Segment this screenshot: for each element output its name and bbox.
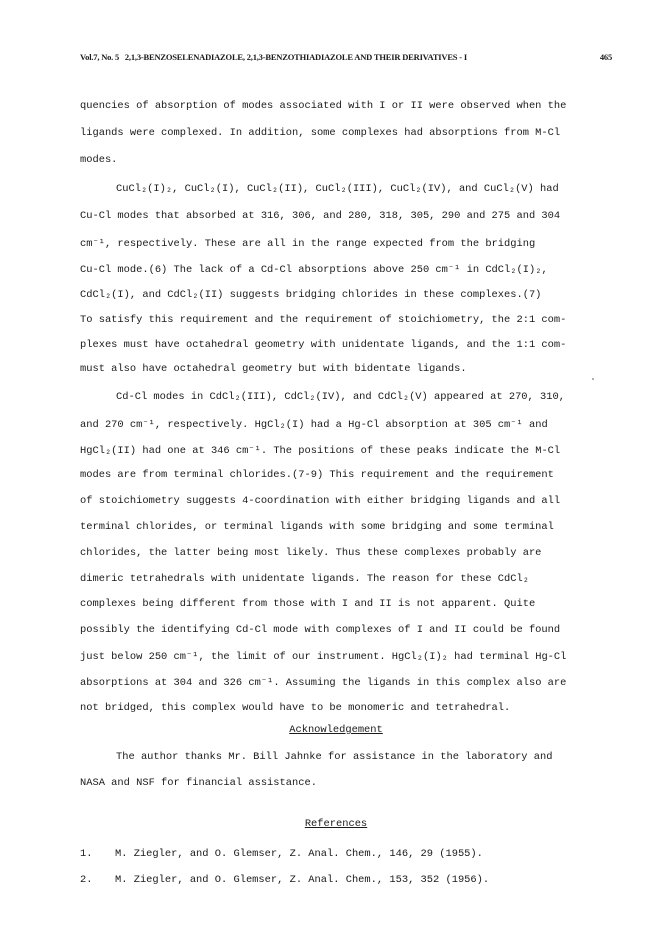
body-line: just below 250 cm⁻¹, the limit of our instrument. HgCl₂(I)₂ had terminal Hg-Cl xyxy=(80,651,567,663)
body-line: and 270 cm⁻¹, respectively. HgCl₂(I) had a Hg-Cl absorption at 305 cm⁻¹ and xyxy=(80,419,548,431)
body-line: HgCl₂(II) had one at 346 cm⁻¹. The positions of these peaks indicate the M-Cl xyxy=(80,445,561,457)
reference-number: 2. xyxy=(80,874,93,886)
body-line: complexes being different from those with I and II is not apparent. Quite xyxy=(80,598,536,610)
header-volume: Vol.7, No. 5 xyxy=(80,52,120,62)
reference-text: M. Ziegler, and O. Glemser, Z. Anal. Chem., 153, 352 (1956). xyxy=(115,874,490,886)
body-line: The author thanks Mr. Bill Jahnke for assistance in the laboratory and xyxy=(116,751,553,763)
body-line: CuCl₂(I)₂, CuCl₂(I), CuCl₂(II), CuCl₂(III), CuCl₂(IV), and CuCl₂(V) had xyxy=(116,183,559,195)
body-line: possibly the identifying Cd-Cl mode with complexes of I and II could be found xyxy=(80,624,561,636)
body-line: To satisfy this requirement and the requirement of stoichiometry, the 2:1 com- xyxy=(80,314,567,326)
body-line: Cu-Cl mode.(6) The lack of a Cd-Cl absorptions above 250 cm⁻¹ in CdCl₂(I)₂, xyxy=(80,264,548,276)
body-line: Cd-Cl modes in CdCl₂(III), CdCl₂(IV), and CdCl₂(V) appeared at 270, 310, xyxy=(116,391,565,403)
body-line: modes. xyxy=(80,154,118,166)
body-line: chlorides, the latter being most likely. Thus these complexes probably are xyxy=(80,547,542,559)
references-heading: References xyxy=(304,818,368,830)
body-line: not bridged, this complex would have to be monomeric and tetrahedral. xyxy=(80,702,511,714)
body-line: CdCl₂(I), and CdCl₂(II) suggests bridging chlorides in these complexes.(7) xyxy=(80,289,542,301)
body-line: modes are from terminal chlorides.(7-9) This requirement and the requirement xyxy=(80,469,554,481)
header-title: 2,1,3-BENZOSELENADIAZOLE, 2,1,3-BENZOTHIADIAZOLE AND THEIR DERIVATIVES - I xyxy=(124,52,467,62)
body-line: NASA and NSF for financial assistance. xyxy=(80,777,317,789)
body-line: ligands were complexed. In addition, some complexes had absorptions from M-Cl xyxy=(80,127,561,139)
scan-speck xyxy=(592,378,594,380)
reference-number: 1. xyxy=(80,848,93,860)
body-line: terminal chlorides, or terminal ligands with some bridging and some terminal xyxy=(80,521,554,533)
body-line: plexes must have octahedral geometry with unidentate ligands, and the 1:1 com- xyxy=(80,339,567,351)
body-line: Cu-Cl modes that absorbed at 316, 306, and 280, 318, 305, 290 and 275 and 304 xyxy=(80,210,561,222)
body-line: of stoichiometry suggests 4-coordination with either bridging ligands and all xyxy=(80,495,561,507)
running-header xyxy=(80,52,612,62)
body-line: absorptions at 304 and 326 cm⁻¹. Assuming the ligands in this complex also are xyxy=(80,677,567,689)
body-line: quencies of absorption of modes associated with I or II were observed when the xyxy=(80,100,567,112)
acknowledgement-heading: Acknowledgement xyxy=(289,724,383,736)
body-line: cm⁻¹, respectively. These are all in the range expected from the bridging xyxy=(80,238,536,250)
body-line: dimeric tetrahedrals with unidentate ligands. The reason for these CdCl₂ xyxy=(80,573,529,585)
body-line: must also have octahedral geometry but with bidentate ligands. xyxy=(80,363,467,375)
header-page-number: 465 xyxy=(599,52,612,62)
reference-text: M. Ziegler, and O. Glemser, Z. Anal. Chem., 146, 29 (1955). xyxy=(115,848,483,860)
